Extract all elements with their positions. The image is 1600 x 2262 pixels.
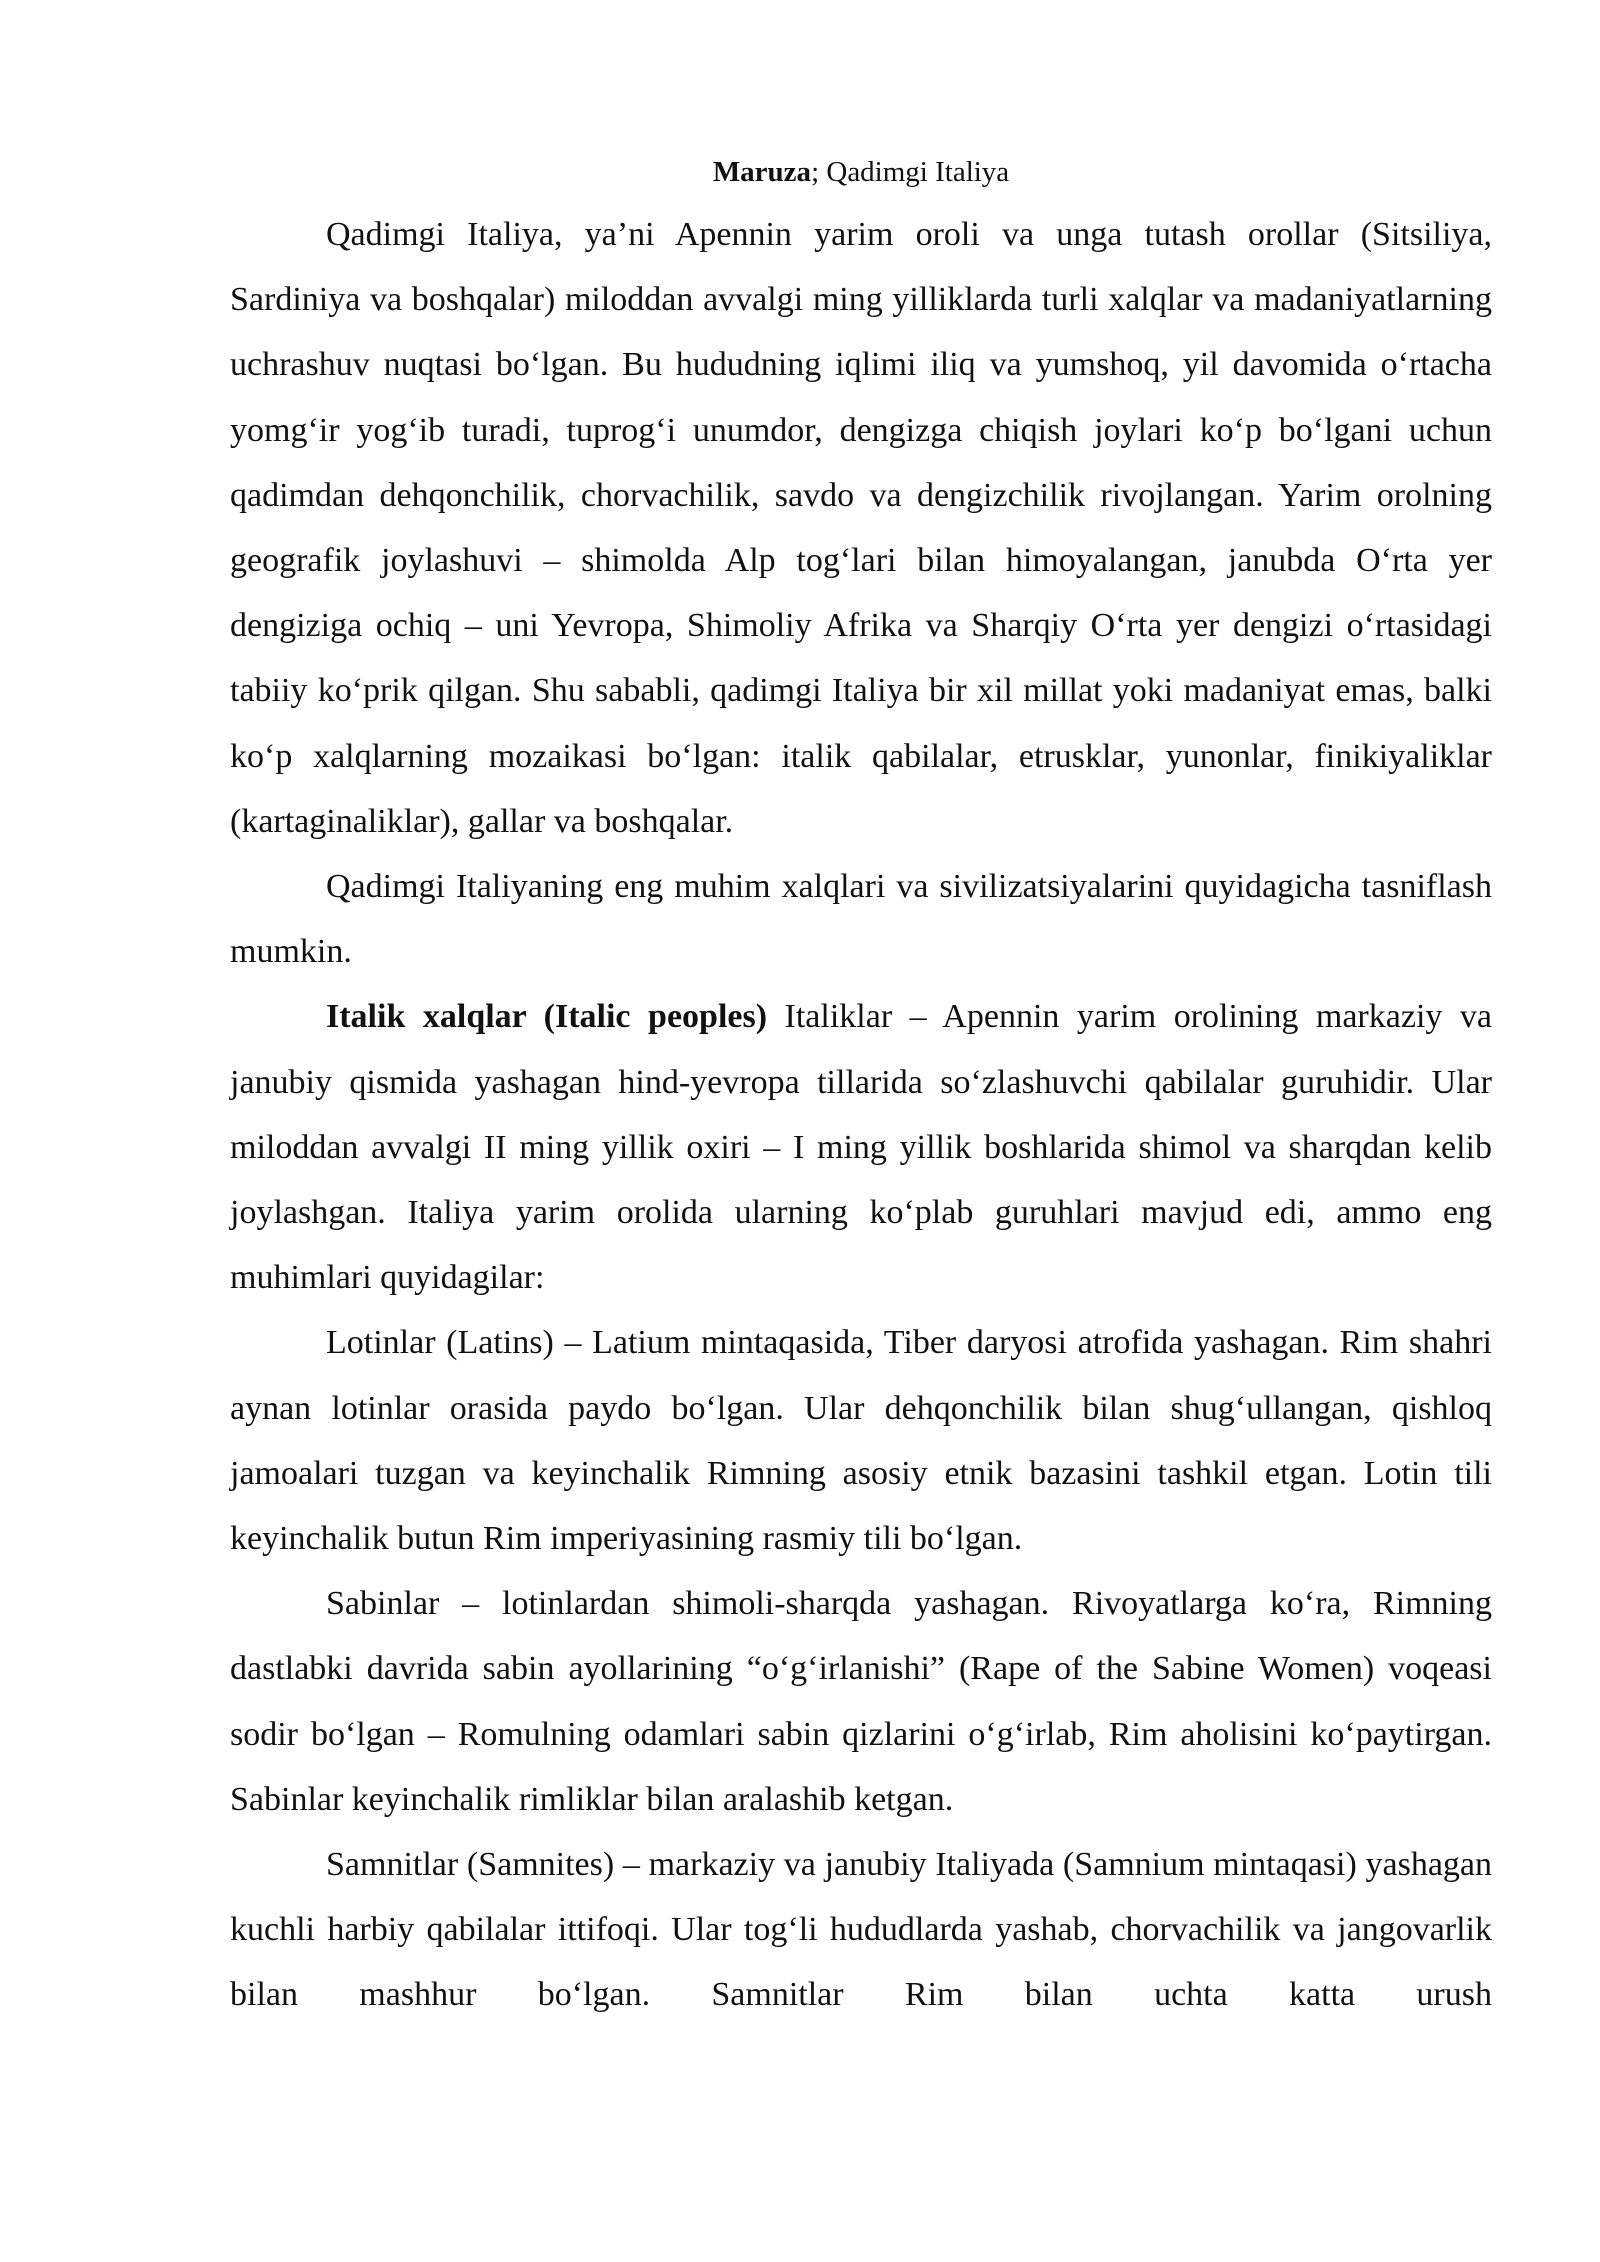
paragraph-italic-peoples (230, 984, 1492, 1310)
paragraph-text: Samnitlar (Samnites) – markaziy va janubiy Italiyada (Samnium mintaqasi) yashagan kuchli harbiy qabilalar ittifoqi. Ular tog‘li hududlarda yashab, chorvachilik va jangovarlik bilan mashhur bo‘lgan. Samnitlar Rim bilan uchta katta urush (230, 1846, 1492, 2014)
paragraph-classification (230, 854, 1492, 984)
document-page (230, 150, 1492, 2028)
paragraph-text: Qadimgi Italiya, ya’ni Apennin yarim oroli va unga tutash orollar (Sitsiliya, Sardiniya va boshqalar) miloddan avvalgi ming yilliklarda turli xalqlar va madaniyatlarning uchrashuv nuqtasi bo‘lgan. Bu hududning iqlimi iliq va yumshoq, yil davomida o‘rtacha yomg‘ir yog‘ib turadi, tuprog‘i unumdor, dengizga chiqish joylari ko‘p bo‘lgani uchun qadimdan dehqonchilik, chorvachilik, savdo va dengizchilik rivojlangan. Yarim orolning geografik joylashuvi – shimolda Alp tog‘lari bilan himoyalangan, janubda O‘rta yer dengiziga ochiq – uni Yevropa, Shimoliy Afrika va Sharqiy O‘rta yer dengizi o‘rtasidagi tabiiy ko‘prik qilgan. Shu sababli, qadimgi Italiya bir xil millat yoki madaniyat emas, balki ko‘p xalqlarning mozaikasi bo‘lgan: italik qabilalar, etrusklar, yunonlar, finikiyaliklar (kartaginaliklar), gallar va boshqalar. (230, 216, 1492, 840)
paragraph-text: Sabinlar – lotinlardan shimoli-sharqda yashagan. Rivoyatlarga ko‘ra, Rimning dastlabki davrida sabin ayollarining “o‘g‘irlanishi” (Rape of the Sabine Women) voqeasi sodir bo‘lgan – Romulning odamlari sabin qizlarini o‘g‘irlab, Rim aholisini ko‘paytirgan. Sabinlar keyinchalik rimliklar bilan aralashib ketgan. (230, 1585, 1492, 1818)
paragraph-intro (230, 202, 1492, 854)
paragraph-heading: Italik xalqlar (Italic peoples) (326, 998, 768, 1036)
document-title (230, 150, 1492, 194)
title-subject: ; Qadimgi Italiya (811, 156, 1010, 188)
paragraph-latins (230, 1310, 1492, 1571)
paragraph-text: Italiklar – Apennin yarim orolining markaziy va janubiy qismida yashagan hind-yevropa tillarida so‘zlashuvchi qabilalar guruhidir. Ular miloddan avvalgi II ming yillik oxiri – I ming yillik boshlarida shimol va sharqdan kelib joylashgan. Italiya yarim orolida ularning ko‘plab guruhlari mavjud edi, ammo eng muhimlari quyidagilar: (230, 998, 1492, 1297)
paragraph-samnites (230, 1832, 1492, 2028)
paragraph-text: Qadimgi Italiyaning eng muhim xalqlari va sivilizatsiyalarini quyidagicha tasniflash mumkin. (230, 868, 1492, 971)
title-bold-label: Maruza (712, 156, 812, 188)
paragraph-sabines (230, 1571, 1492, 1832)
paragraph-text: Lotinlar (Latins) – Latium mintaqasida, Tiber daryosi atrofida yashagan. Rim shahri aynan lotinlar orasida paydo bo‘lgan. Ular dehqonchilik bilan shug‘ullangan, qishloq jamoalari tuzgan va keyinchalik Rimning asosiy etnik bazasini tashkil etgan. Lotin tili keyinchalik butun Rim imperiyasining rasmiy tili bo‘lgan. (230, 1324, 1492, 1558)
